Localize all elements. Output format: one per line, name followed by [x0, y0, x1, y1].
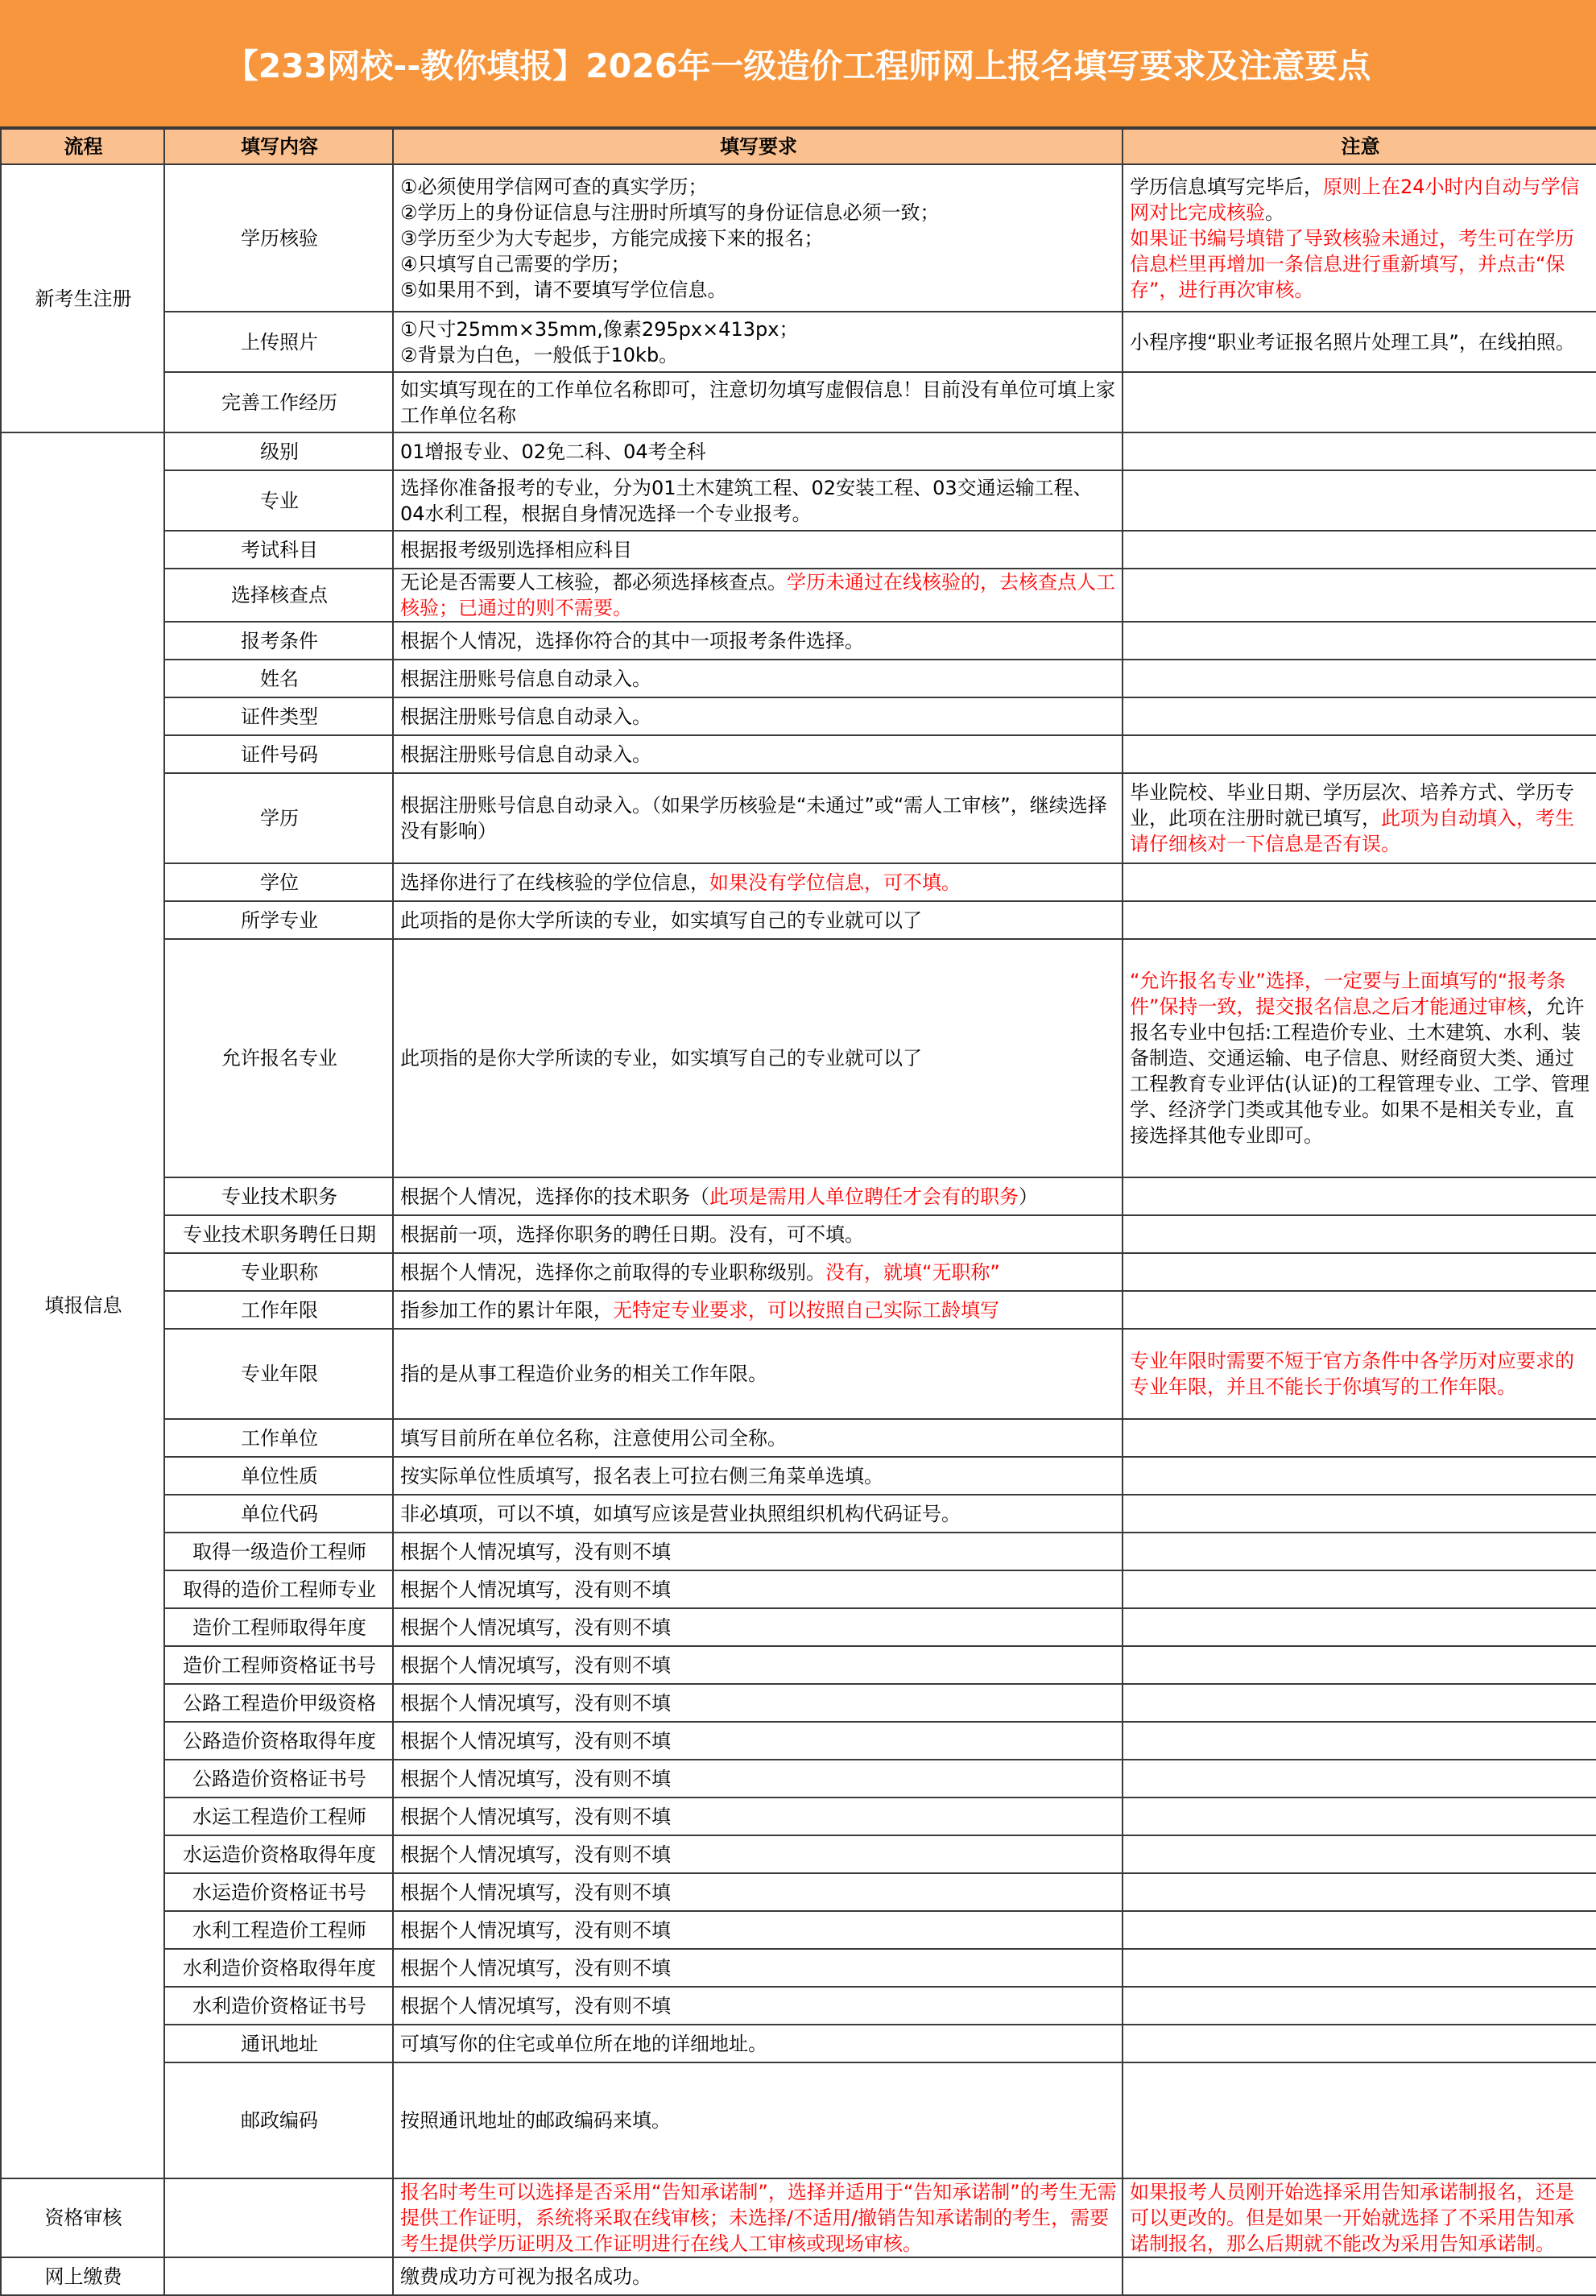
note-cell: [1123, 1570, 1596, 1608]
highlight-text: 此项为自动填入，考生请仔细核对一下信息是否有误。: [1130, 807, 1574, 855]
note-cell: [1123, 470, 1596, 531]
text-run: 根据个人情况填写，没有则不填: [400, 1956, 671, 1980]
item-cell: 完善工作经历: [164, 372, 393, 432]
highlight-text: 报名时考生可以选择是否采用“告知承诺制”，选择并适用于“告知承诺制”的考生无需提供工作证明，系统将采取在线审核；未选择/不适用/撤销告知承诺制的考生，需要考生提供学历证明及工作证明进行在线人工审核或现场审核。: [400, 2181, 1117, 2255]
requirement-cell: [393, 1835, 1123, 1873]
header-item: 填写内容: [164, 129, 393, 164]
item-cell: 水利造价资格取得年度: [164, 1949, 393, 1987]
item-cell: 取得一级造价工程师: [164, 1533, 393, 1570]
item-cell: 所学专业: [164, 901, 393, 939]
note-cell: [1123, 1533, 1596, 1570]
table-row: [1, 773, 1596, 863]
item-cell: 公路工程造价甲级资格: [164, 1684, 393, 1722]
text-run: 01增报专业、02免二科、04考全科: [400, 440, 706, 463]
highlight-text: 专业年限时需要不短于官方条件中各学历对应要求的专业年限，并且不能长于你填写的工作年限。: [1130, 1350, 1574, 1398]
item-cell: 证件号码: [164, 735, 393, 773]
header-requirement: 填写要求: [393, 129, 1123, 164]
item-cell: 级别: [164, 432, 393, 470]
text-run: 选择你进行了在线核验的学位信息，: [400, 871, 709, 894]
text-run: 根据前一项，选择你职务的聘任日期。没有，可不填。: [400, 1222, 864, 1246]
table-row: [1, 1722, 1596, 1760]
note-cell: [1123, 1177, 1596, 1215]
header-stage: 流程: [1, 129, 164, 164]
item-cell: [164, 2178, 393, 2257]
highlight-text: 没有，就填“无职称”: [825, 1260, 1000, 1284]
note-cell: [1123, 1722, 1596, 1760]
table-row: [1, 1570, 1596, 1608]
text-run: 毕业院校、毕业日期、学历层次、培养方式、学历专业，此项在注册时就已填写，: [1130, 781, 1574, 829]
text-run: 选择你准备报考的专业，分为01土木建筑工程、02安装工程、03交通运输工程、04水利工程，根据自身情况选择一个专业报考。: [400, 476, 1093, 525]
text-run: 根据注册账号信息自动录入。（如果学历核验是“未通过”或“需人工审核”，继续选择没有影响）: [400, 794, 1107, 842]
table-row: [1, 312, 1596, 372]
note-cell: [1123, 531, 1596, 569]
table-header-row: [1, 129, 1596, 164]
requirement-cell: [393, 531, 1123, 569]
note-cell: [1123, 1457, 1596, 1495]
note-cell: [1123, 569, 1596, 622]
requirement-cell: [393, 1457, 1123, 1495]
item-cell: [164, 2257, 393, 2295]
text-run: 按照通讯地址的邮政编码来填。: [400, 2109, 671, 2132]
requirement-cell: [393, 1291, 1123, 1329]
table-row: [1, 2025, 1596, 2062]
text-run: 根据注册账号信息自动录入。: [400, 705, 651, 728]
note-cell: [1123, 1253, 1596, 1291]
note-cell: [1123, 2257, 1596, 2295]
text-run: 指参加工作的累计年限，: [400, 1298, 613, 1322]
text-run: 根据个人情况填写，没有则不填: [400, 1729, 671, 1752]
text-run: 根据注册账号信息自动录入。: [400, 667, 651, 690]
text-run: 根据个人情况填写，没有则不填: [400, 1994, 671, 2017]
table-row: [1, 2178, 1596, 2257]
requirement-cell: [393, 660, 1123, 697]
requirement-cell: [393, 773, 1123, 863]
table-row: [1, 1646, 1596, 1684]
item-cell: 工作年限: [164, 1291, 393, 1329]
requirement-cell: [393, 1253, 1123, 1291]
requirement-cell: [393, 2257, 1123, 2295]
item-cell: 水运造价资格证书号: [164, 1873, 393, 1911]
requirement-cell: [393, 1329, 1123, 1419]
text-run: ）: [1019, 1185, 1038, 1208]
note-cell: [1123, 372, 1596, 432]
text-run: 此项指的是你大学所读的专业，如实填写自己的专业就可以了: [400, 908, 922, 932]
text-run: 可填写你的住宅或单位所在地的详细地址。: [400, 2032, 767, 2055]
item-cell: 学位: [164, 863, 393, 901]
note-cell: [1123, 432, 1596, 470]
table-row: [1, 1760, 1596, 1797]
requirement-cell: [393, 1760, 1123, 1797]
text-run: 此项指的是你大学所读的专业，如实填写自己的专业就可以了: [400, 1047, 922, 1069]
table-row: [1, 1835, 1596, 1873]
requirement-cell: [393, 1684, 1123, 1722]
note-cell: [1123, 1911, 1596, 1949]
table-row: [1, 1291, 1596, 1329]
highlight-text: 原则上在24小时内自动与学信网对比完成核验: [1130, 175, 1580, 224]
text-run: ①尺寸25mm×35mm,像素295px×413px； ②背景为白色，一般低于10kb。: [400, 317, 799, 366]
requirement-cell: [393, 939, 1123, 1177]
note-cell: [1123, 735, 1596, 773]
text-run: 根据个人情况，选择你的技术职务（: [400, 1185, 709, 1208]
highlight-text: 此项是需用人单位聘任才会有的职务: [709, 1185, 1019, 1208]
requirement-cell: [393, 372, 1123, 432]
requirement-cell: [393, 1215, 1123, 1253]
table-row: [1, 432, 1596, 470]
note-cell: [1123, 1797, 1596, 1835]
table-row: [1, 1797, 1596, 1835]
note-cell: [1123, 697, 1596, 735]
table-row: [1, 470, 1596, 531]
text-run: ①必须使用学信网可查的真实学历； ②学历上的身份证信息与注册时所填写的身份证信息必须一致； ③学历至少为大专起步，方能完成接下来的报名； ④只填写自己需要的学历； ⑤如果用不到，请不要填写学位信息。: [400, 175, 940, 301]
item-cell: 公路造价资格取得年度: [164, 1722, 393, 1760]
note-cell: [1123, 1760, 1596, 1797]
text-run: 根据个人情况填写，没有则不填: [400, 1578, 671, 1601]
item-cell: 造价工程师取得年度: [164, 1608, 393, 1646]
note-cell: [1123, 660, 1596, 697]
item-cell: 学历: [164, 773, 393, 863]
requirement-cell: [393, 164, 1123, 312]
item-cell: 考试科目: [164, 531, 393, 569]
note-cell: [1123, 2062, 1596, 2178]
requirement-cell: [393, 1646, 1123, 1684]
text-run: 按实际单位性质填写，报名表上可拉右侧三角菜单选填。: [400, 1464, 883, 1487]
note-cell: [1123, 1215, 1596, 1253]
page-title: 【233网校--教你填报】2026年一级造价工程师网上报名填写要求及注意要点: [0, 0, 1596, 128]
item-cell: 允许报名专业: [164, 939, 393, 1177]
requirement-cell: [393, 2025, 1123, 2062]
text-run: 根据个人情况，选择你之前取得的专业职称级别。: [400, 1260, 825, 1284]
table-row: [1, 1987, 1596, 2025]
highlight-text: “允许报名专业”选择，一定要与上面填写的“报考条件”保持一致，提交报名信息之后才能通过审核: [1130, 970, 1566, 1018]
requirement-cell: [393, 622, 1123, 660]
requirement-cell: [393, 1911, 1123, 1949]
text-run: 根据个人情况，选择你符合的其中一项报考条件选择。: [400, 629, 864, 652]
table-row: [1, 1457, 1596, 1495]
note-cell: [1123, 2178, 1596, 2257]
requirement-cell: [393, 2178, 1123, 2257]
text-run: 根据个人情况填写，没有则不填: [400, 1767, 671, 1790]
text-run: 无论是否需要人工核验，都必须选择核查点。: [400, 571, 787, 594]
header-note: 注意: [1123, 129, 1596, 164]
table-row: [1, 1215, 1596, 1253]
table-row: [1, 697, 1596, 735]
requirement-cell: [393, 1570, 1123, 1608]
table-row: [1, 735, 1596, 773]
stage-cell: 网上缴费: [1, 2257, 164, 2295]
text-run: 。: [1265, 201, 1284, 224]
requirement-cell: [393, 432, 1123, 470]
table-row: [1, 1873, 1596, 1911]
item-cell: 单位代码: [164, 1495, 393, 1533]
note-cell: [1123, 2025, 1596, 2062]
registration-table: [0, 128, 1596, 2296]
item-cell: 水运工程造价工程师: [164, 1797, 393, 1835]
text-run: 指的是从事工程造价业务的相关工作年限。: [400, 1363, 767, 1385]
note-cell: [1123, 1608, 1596, 1646]
note-cell: [1123, 622, 1596, 660]
requirement-cell: [393, 1797, 1123, 1835]
table-row: [1, 622, 1596, 660]
item-cell: 报考条件: [164, 622, 393, 660]
requirement-cell: [393, 2062, 1123, 2178]
item-cell: 水运造价资格取得年度: [164, 1835, 393, 1873]
text-run: 根据个人情况填写，没有则不填: [400, 1918, 671, 1942]
note-cell: [1123, 1873, 1596, 1911]
requirement-cell: [393, 569, 1123, 622]
text-run: 如实填写现在的工作单位名称即可，注意切勿填写虚假信息！目前没有单位可填上家工作单位名称: [400, 378, 1115, 427]
item-cell: 姓名: [164, 660, 393, 697]
text-run: 根据个人情况填写，没有则不填: [400, 1615, 671, 1639]
table-row: [1, 531, 1596, 569]
stage-cell: 填报信息: [1, 432, 164, 2178]
requirement-cell: [393, 863, 1123, 901]
text-run: 填写目前所在单位名称，注意使用公司全称。: [400, 1426, 787, 1450]
note-cell: [1123, 1835, 1596, 1873]
item-cell: 专业职称: [164, 1253, 393, 1291]
text-run: 根据报考级别选择相应科目: [400, 538, 632, 561]
text-run: 根据个人情况填写，没有则不填: [400, 1880, 671, 1904]
requirement-cell: [393, 470, 1123, 531]
item-cell: 工作单位: [164, 1419, 393, 1457]
text-run: 非必填项，可以不填，如填写应该是营业执照组织机构代码证号。: [400, 1502, 961, 1525]
requirement-cell: [393, 1949, 1123, 1987]
table-row: [1, 569, 1596, 622]
table-row: [1, 2257, 1596, 2295]
note-cell: [1123, 863, 1596, 901]
note-cell: [1123, 1646, 1596, 1684]
item-cell: 水利工程造价工程师: [164, 1911, 393, 1949]
item-cell: 学历核验: [164, 164, 393, 312]
highlight-text: 如果没有学位信息，可不填。: [709, 871, 961, 894]
stage-cell: 新考生注册: [1, 164, 164, 432]
text-run: 缴费成功方可视为报名成功。: [400, 2265, 651, 2288]
text-run: 根据注册账号信息自动录入。: [400, 743, 651, 766]
requirement-cell: [393, 1873, 1123, 1911]
stage-cell: 资格审核: [1, 2178, 164, 2257]
requirement-cell: [393, 1722, 1123, 1760]
table-row: [1, 1911, 1596, 1949]
item-cell: 公路造价资格证书号: [164, 1760, 393, 1797]
table-row: [1, 1177, 1596, 1215]
text-run: 根据个人情况填写，没有则不填: [400, 1805, 671, 1828]
text-run: 根据个人情况填写，没有则不填: [400, 1843, 671, 1866]
requirement-cell: [393, 697, 1123, 735]
item-cell: 证件类型: [164, 697, 393, 735]
item-cell: 选择核查点: [164, 569, 393, 622]
table-row: [1, 1533, 1596, 1570]
item-cell: 造价工程师资格证书号: [164, 1646, 393, 1684]
note-cell: [1123, 312, 1596, 372]
requirement-cell: [393, 1987, 1123, 2025]
note-cell: [1123, 164, 1596, 312]
table-row: [1, 372, 1596, 432]
requirement-cell: [393, 1419, 1123, 1457]
table-row: [1, 863, 1596, 901]
text-run: 小程序搜“职业考证报名照片处理工具”，在线拍照。: [1130, 330, 1575, 354]
text-run: 根据个人情况填写，没有则不填: [400, 1540, 671, 1563]
note-cell: [1123, 1329, 1596, 1419]
note-cell: [1123, 1291, 1596, 1329]
table-row: [1, 1949, 1596, 1987]
note-cell: [1123, 1419, 1596, 1457]
item-cell: 水利造价资格证书号: [164, 1987, 393, 2025]
table-row: [1, 164, 1596, 312]
note-cell: [1123, 939, 1596, 1177]
item-cell: 上传照片: [164, 312, 393, 372]
note-cell: [1123, 1987, 1596, 2025]
requirement-cell: [393, 1495, 1123, 1533]
item-cell: 通讯地址: [164, 2025, 393, 2062]
text-run: 学历信息填写完毕后，: [1130, 175, 1323, 198]
note-cell: [1123, 901, 1596, 939]
highlight-text: 学历未通过在线核验的，去核查点人工核验；已通过的则不需要。: [400, 571, 1115, 619]
table-row: [1, 901, 1596, 939]
highlight-text: 无特定专业要求，可以按照自己实际工龄填写: [613, 1298, 999, 1322]
item-cell: 专业技术职务聘任日期: [164, 1215, 393, 1253]
table-row: [1, 2062, 1596, 2178]
item-cell: 专业技术职务: [164, 1177, 393, 1215]
item-cell: 单位性质: [164, 1457, 393, 1495]
note-cell: [1123, 1949, 1596, 1987]
note-cell: [1123, 773, 1596, 863]
item-cell: 专业年限: [164, 1329, 393, 1419]
table-row: [1, 1608, 1596, 1646]
highlight-text: 如果证书编号填错了导致核验未通过，考生可在学历信息栏里再增加一条信息进行重新填写，并点击“保存”，进行再次审核。: [1130, 226, 1574, 301]
table-row: [1, 1253, 1596, 1291]
requirement-cell: [393, 1177, 1123, 1215]
table-row: [1, 1495, 1596, 1533]
item-cell: 邮政编码: [164, 2062, 393, 2178]
text-run: 根据个人情况填写，没有则不填: [400, 1691, 671, 1715]
table-row: [1, 660, 1596, 697]
table-row: [1, 1419, 1596, 1457]
requirement-cell: [393, 1533, 1123, 1570]
note-cell: [1123, 1495, 1596, 1533]
highlight-text: 如果报考人员刚开始选择采用告知承诺制报名，还是可以更改的。但是如果一开始就选择了不采用告知承诺制报名，那么后期就不能改为采用告知承诺制。: [1130, 2181, 1574, 2255]
text-run: 根据个人情况填写，没有则不填: [400, 1653, 671, 1677]
table-row: [1, 1684, 1596, 1722]
requirement-cell: [393, 735, 1123, 773]
requirement-cell: [393, 1608, 1123, 1646]
table-row: [1, 939, 1596, 1177]
item-cell: 取得的造价工程师专业: [164, 1570, 393, 1608]
item-cell: 专业: [164, 470, 393, 531]
text-run: ，允许报名专业中包括:工程造价专业、土木建筑、水利、装备制造、交通运输、电子信息、财经商贸大类、通过工程教育专业评估(认证)的工程管理专业、工学、管理学、经济学门类或其他专业。如果不是相关专业，直接选择其他专业即可。: [1130, 995, 1590, 1147]
requirement-cell: [393, 901, 1123, 939]
note-cell: [1123, 1684, 1596, 1722]
requirement-cell: [393, 312, 1123, 372]
table-row: [1, 1329, 1596, 1419]
